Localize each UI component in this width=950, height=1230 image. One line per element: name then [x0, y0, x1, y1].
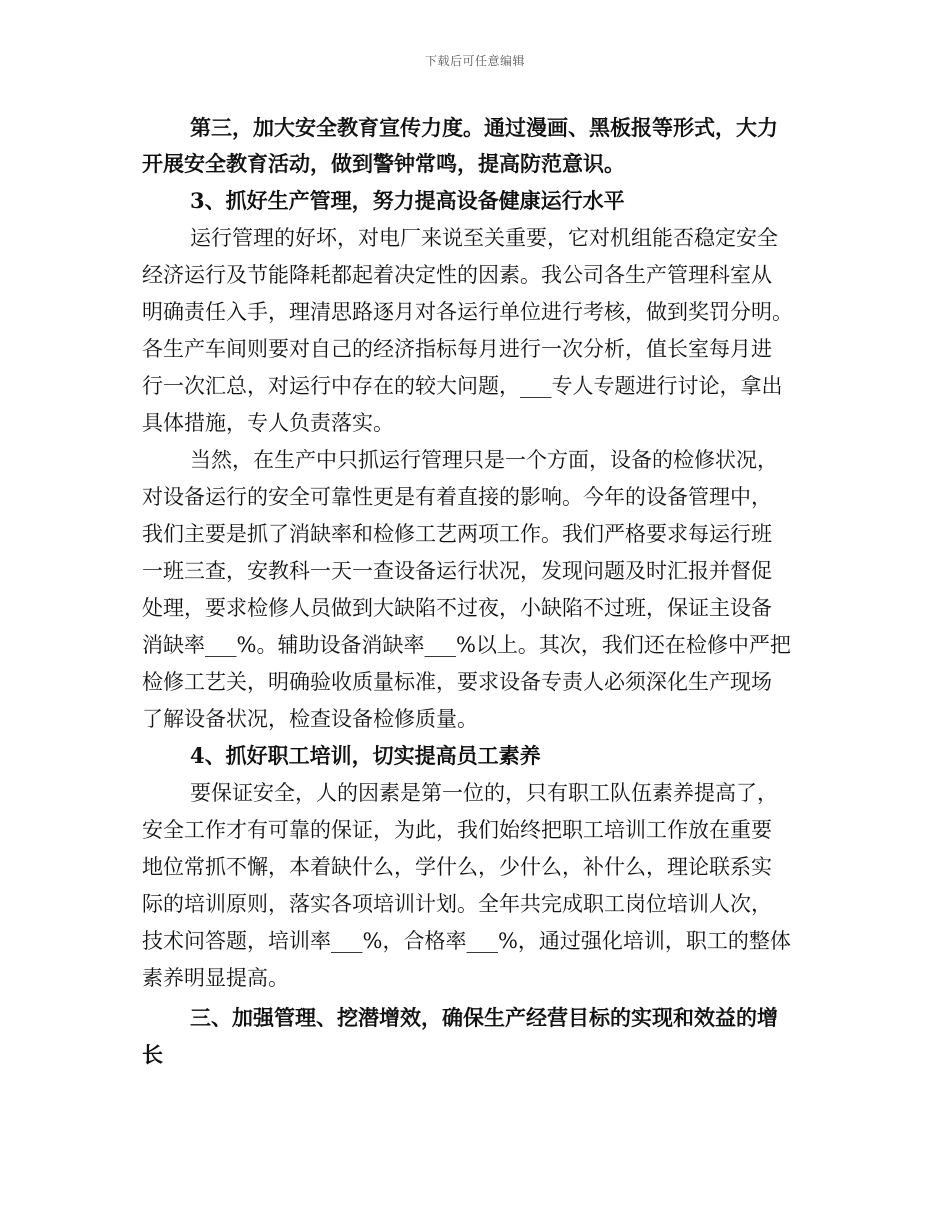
paragraph-line: 明确责任入手，理清思路逐月对各运行单位进行考核，做到奖罚分明。 — [142, 300, 793, 324]
paragraph-line: 具体措施，专人负责落实。 — [142, 411, 394, 435]
paragraph-line: 对设备运行的安全可靠性更是有着直接的影响。今年的设备管理中， — [142, 485, 772, 509]
paragraph-line: 行一次汇总，对运行中存在的较大问题，___专人专题进行讨论，拿出 — [142, 374, 783, 398]
paragraph-line: 我们主要是抓了消缺率和检修工艺两项工作。我们严格要求每运行班 — [142, 522, 772, 546]
page-header: 下载后可任意编辑 — [424, 54, 525, 68]
section-heading: 4、抓好职工培训，切实提高员工素养 — [190, 743, 541, 768]
paragraph-line: 经济运行及节能降耗都起着决定性的因素。我公司各生产管理科室从 — [142, 263, 772, 287]
paragraph-line: 地位常抓不懈，本着缺什么，学什么，少什么，补什么，理论联系实 — [142, 855, 772, 879]
paragraph-line: 检修工艺关，明确验收质量标准，要求设备专责人必须深化生产现场 — [142, 670, 772, 694]
paragraph-line: 了解设备状况，检查设备检修质量。 — [142, 707, 478, 731]
paragraph-line: 处理，要求检修人员做到大缺陷不过夜，小缺陷不过班，保证主设备 — [142, 596, 772, 620]
paragraph-line: 各生产车间则要对自己的经济指标每月进行一次分析，值长室每月进 — [142, 337, 772, 361]
paragraph-line: 技术问答题，培训率___%，合格率___%，通过强化培训，职工的整体 — [142, 929, 791, 953]
section-heading: 三、加强管理、挖潜增效，确保生产经营目标的实现和效益的增 — [190, 1005, 778, 1030]
paragraph-line: 运行管理的好坏，对电厂来说至关重要，它对机组能否稳定安全 — [190, 226, 778, 250]
paragraph-line: 第三，加大安全教育宣传力度。通过漫画、黑板报等形式，大力 — [190, 115, 778, 140]
paragraph-line: 素养明显提高。 — [142, 966, 289, 990]
paragraph-line: 当然，在生产中只抓运行管理只是一个方面，设备的检修状况， — [190, 448, 778, 472]
section-heading: 3、抓好生产管理，努力提高设备健康运行水平 — [190, 188, 625, 213]
paragraph-line: 一班三查，安教科一天一查设备运行状况，发现问题及时汇报并督促 — [142, 559, 772, 583]
paragraph-line: 安全工作才有可靠的保证，为此，我们始终把职工培训工作放在重要 — [142, 818, 772, 842]
section-heading: 长 — [142, 1042, 163, 1067]
paragraph-line: 消缺率___%。辅助设备消缺率___%以上。其次，我们还在检修中严把 — [142, 633, 791, 657]
paragraph-line: 际的培训原则，落实各项培训计划。全年共完成职工岗位培训人次， — [142, 892, 772, 916]
paragraph-line: 开展安全教育活动，做到警钟常鸣，提高防范意识。 — [142, 151, 625, 176]
paragraph-line: 要保证安全，人的因素是第一位的，只有职工队伍素养提高了， — [190, 781, 778, 805]
